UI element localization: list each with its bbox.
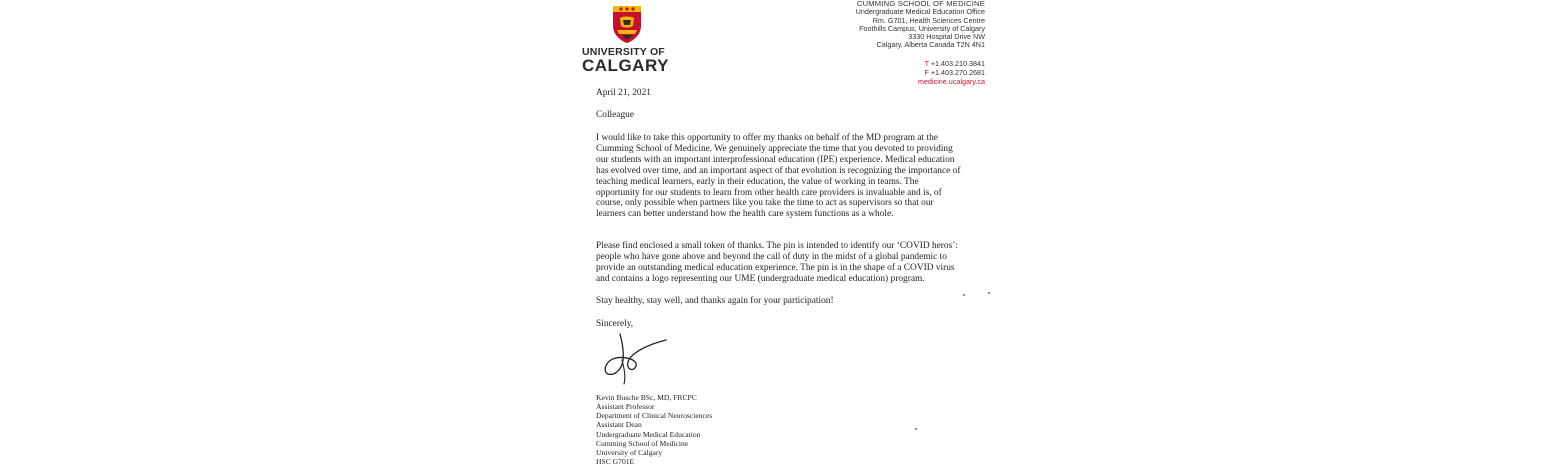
address-line: 3330 Hospital Drive NW: [908, 32, 985, 42]
phone-label: T: [924, 59, 929, 68]
paragraph-line: opportunity for our students to learn from other health care providers is invaluable and is, of: [596, 187, 942, 198]
paragraph-line: I would like to take this opportunity to offer my thanks on behalf of the MD program at the: [596, 133, 938, 143]
address-block: [785, 0, 985, 50]
website-link[interactable]: medicine.ucalgary.ca: [918, 76, 985, 86]
signatory-line: Assistant Dean: [596, 420, 642, 430]
address-line: Calgary, Alberta Canada T2N 4N1: [876, 40, 985, 50]
address-line: Undergraduate Medical Education Office: [855, 7, 985, 17]
signatory-line: Assistant Professor: [596, 402, 655, 412]
university-crest-icon: [611, 4, 643, 44]
signatory-line: Undergraduate Medical Education: [596, 429, 701, 439]
signatory-line: Kevin Busche BSc, MD, FRCPC: [596, 393, 697, 402]
salutation: Colleague: [596, 110, 635, 120]
closing: Sincerely,: [596, 319, 634, 329]
paragraph-1: [596, 133, 996, 220]
paragraph-line: people who have gone above and beyond the call of duty in the midst of a global pandemic to: [596, 251, 947, 262]
paragraph-line: teaching medical learners, early in their education, the value of working in teams. The: [596, 176, 919, 187]
scan-speck: [963, 294, 965, 296]
paragraph-2: [596, 241, 996, 285]
fax-number: +1.403.270.2681: [930, 67, 985, 77]
scan-speck: [915, 428, 917, 430]
paragraph-line: provide an outstanding medical education experience. The pin is in the shape of a COVID virus: [596, 262, 955, 273]
address-line: Foothills Campus, University of Calgary: [859, 23, 985, 33]
paragraph-line: learners can better understand how the health care system functions as a whole.: [596, 209, 894, 220]
paragraph-line: course, only possible when partners like you take the time to act as supervisors so that our: [596, 198, 934, 209]
school-name: CUMMING SCHOOL OF MEDICINE: [856, 0, 985, 8]
address-line: Rm. G701, Health Sciences Centre: [872, 15, 985, 25]
university-logo: [582, 4, 672, 75]
paragraph-line: has evolved over time, and an important aspect of that evolution is recognizing the importance of: [596, 165, 961, 176]
logo-line-2: CALGARY: [582, 56, 669, 75]
signatory-line: Cumming School of Medicine: [596, 438, 689, 448]
fax-label: F: [924, 67, 929, 77]
paragraph-line: our students with an important interprofessional education (IPE) experience. Medical education: [596, 154, 955, 165]
signatory-block: [596, 393, 712, 466]
logo-line-1: UNIVERSITY OF: [582, 46, 665, 58]
signatory-line: University of Calgary: [596, 447, 663, 457]
signatory-line: Department of Clinical Neurosciences: [596, 411, 713, 421]
signatory-line: HSC G701E: [596, 457, 635, 467]
paragraph-line: Please find enclosed a small token of thanks. The pin is intended to identify our ‘COVID heros’:: [596, 241, 958, 251]
paragraph-3: Stay healthy, stay well, and thanks again for your participation!: [596, 296, 834, 306]
paragraph-line: Cumming School of Medicine. We genuinely appreciate the time that you devoted to providing: [596, 143, 953, 154]
scan-speck: [988, 292, 990, 294]
handwritten-signature: [598, 330, 670, 388]
phone-number: +1.403.210.3841: [930, 59, 985, 68]
paragraph-line: and contains a logo representing our UME (undergraduate medical education) program.: [596, 273, 925, 284]
contact-block: [835, 60, 985, 86]
letter-date: April 21, 2021: [596, 88, 651, 98]
